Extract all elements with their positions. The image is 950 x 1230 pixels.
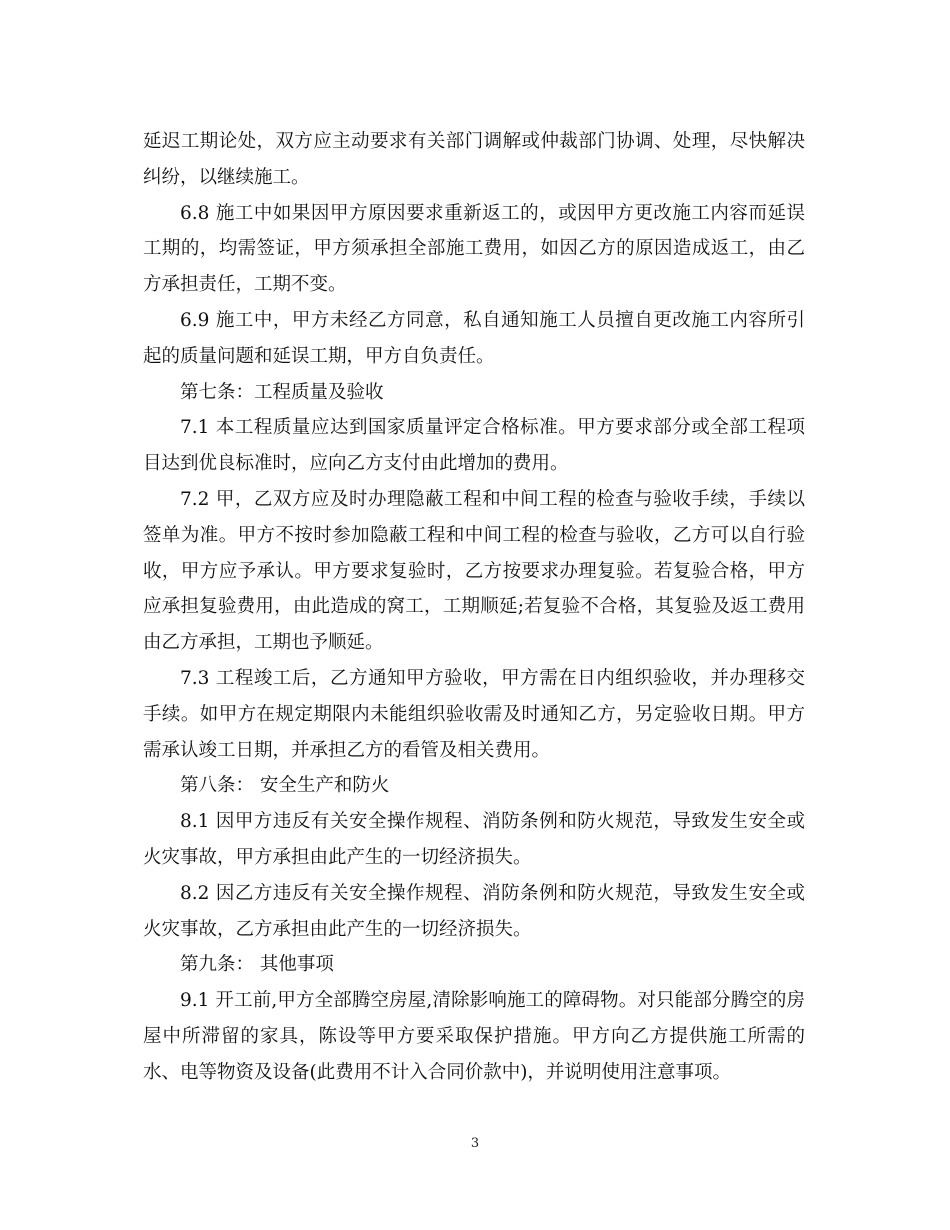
clause-9-1: 9.1 开工前,甲方全部腾空房屋,清除影响施工的障碍物。对只能部分腾空的房屋中所滞留的家具，陈设等甲方要采取保护措施。甲方向乙方提供施工所需的水、电等物资及设备(此费用不计入合同价款中)，并说明使用注意事项。: [143, 990, 805, 1083]
section-heading-9: 第九条： 其他事项: [180, 954, 334, 976]
clause-7-2: 7.2 甲，乙双方应及时办理隐蔽工程和中间工程的检查与验收手续，手续以签单为准。甲方不按时参加隐蔽工程和中间工程的检查与验收，乙方可以自行验收，甲方应予承认。甲方要求复验时，乙方按要求办理复验。若复验合格，甲方应承担复验费用，由此造成的窝工，工期顺延;若复验不合格，其复验及返工费用由乙方承担，工期也予顺延。: [143, 488, 805, 654]
section-heading-8: 第八条： 安全生产和防火: [180, 775, 390, 797]
paragraph-continuation: 延迟工期论处，双方应主动要求有关部门调解或仲裁部门协调、处理，尽快解决纠纷，以继续施工。: [143, 131, 805, 188]
clause-6-8: 6.8 施工中如果因甲方原因要求重新返工的，或因甲方更改施工内容而延误工期的，均需签证，甲方须承担全部施工费用，如因乙方的原因造成返工，由乙方承担责任，工期不变。: [143, 202, 805, 296]
clause-8-1: 8.1 因甲方违反有关安全操作规程、消防条例和防火规范，导致发生安全或火灾事故，甲方承担由此产生的一切经济损失。: [143, 811, 805, 868]
clause-8-2: 8.2 因乙方违反有关安全操作规程、消防条例和防火规范，导致发生安全或火灾事故，乙方承担由此产生的一切经济损失。: [143, 882, 805, 940]
clause-6-9: 6.9 施工中，甲方未经乙方同意，私自通知施工人员擅自更改施工内容所引起的质量问题和延误工期，甲方自负责任。: [143, 309, 805, 367]
clause-7-3: 7.3 工程竣工后，乙方通知甲方验收，甲方需在日内组织验收，并办理移交手续。如甲方在规定期限内未能组织验收需及时通知乙方，另定验收日期。甲方需承认竣工日期，并承担乙方的看管及相关费用。: [143, 667, 805, 761]
clause-7-1: 7.1 本工程质量应达到国家质量评定合格标准。甲方要求部分或全部工程项目达到优良标准时，应向乙方支付由此增加的费用。: [143, 417, 805, 475]
section-heading-7: 第七条：工程质量及验收: [180, 381, 384, 403]
document-body: [143, 124, 805, 1091]
page-number: 3: [470, 1136, 480, 1151]
